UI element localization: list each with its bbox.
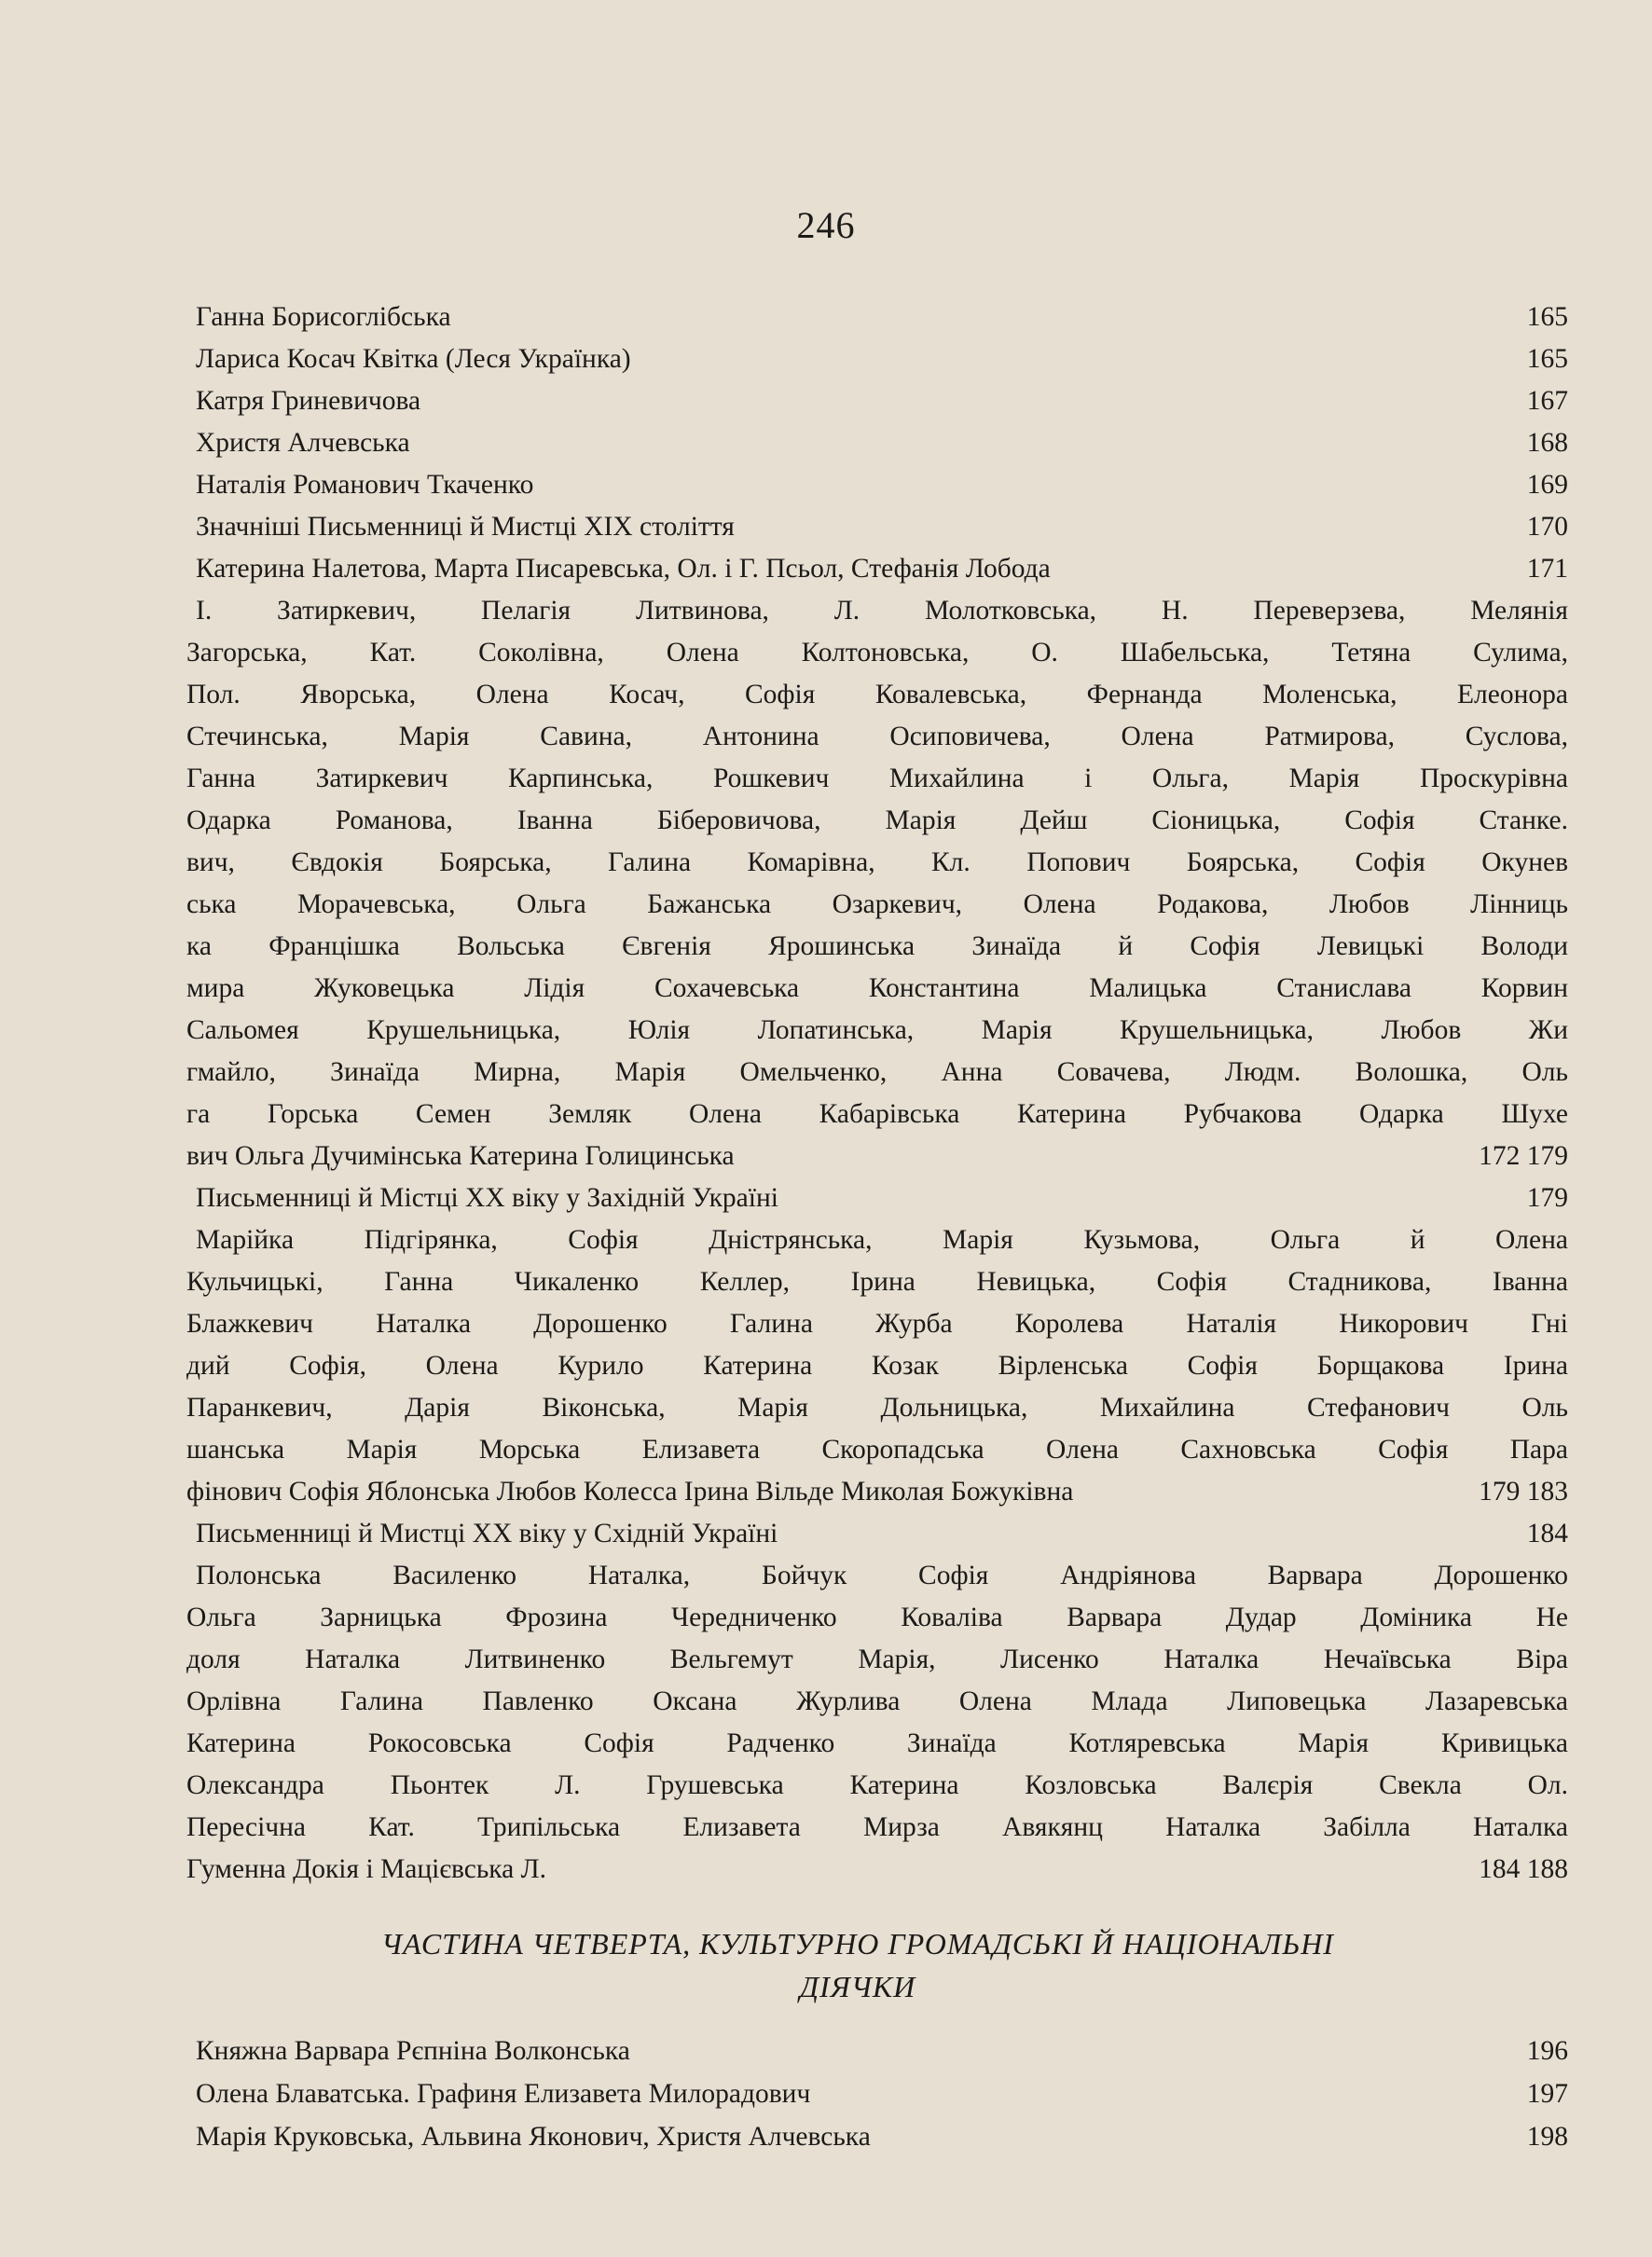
name-list-text: Пол. Яворська, Олена Косач, Софія Ковалевська, Фернанда Моленська, Елеонора: [186, 680, 1568, 709]
name-list-text: ська Морачевська, Ольга Бажанська Озаркевич, Олена Родакова, Любов Лінниць: [186, 889, 1568, 919]
name-list-text: Полонська Василенко Наталка, Бойчук Софія Андріянова Варвара Дорошенко: [196, 1561, 1568, 1590]
name-list-line: [186, 800, 1568, 842]
toc-entry-title: Значніші Письменниці й Мистці XIX століття: [196, 512, 735, 542]
toc-entry-page: 179: [1526, 1183, 1568, 1213]
name-list-line: [186, 1094, 1568, 1135]
toc-entry: [196, 2073, 1568, 2116]
page-number: 246: [796, 204, 856, 246]
toc-entry: [186, 506, 1568, 548]
name-list-text: Ганна Затиркевич Карпинська, Рошкевич Михайлина і Ольга, Марія Проскурівна: [186, 764, 1568, 793]
name-list-line: [186, 1052, 1568, 1094]
toc-section: [186, 1177, 1568, 1219]
name-list-text: Блажкевич Наталка Дорошенко Галина Журба Королева Наталія Никорович Гні: [186, 1309, 1568, 1339]
name-list-line: [186, 1639, 1568, 1681]
name-list-line: [186, 716, 1568, 758]
name-list-text: Кульчицькі, Ганна Чикаленко Келлер, Ірина Невицька, Софія Стадникова, Іванна: [186, 1267, 1568, 1297]
name-list-text: Паранкевич, Дарія Віконська, Марія Дольницька, Михайлина Стефанович Оль: [186, 1393, 1568, 1423]
toc-entry: [186, 464, 1568, 506]
name-list-line: [186, 1765, 1568, 1807]
name-list-line: [186, 842, 1568, 884]
name-list-line: [186, 1681, 1568, 1723]
part-four-heading-line1: ЧАСТИНА ЧЕТВЕРТА, КУЛЬТУРНО ГРОМАДСЬКІ Й НАЦІОНАЛЬНІ: [381, 1927, 1334, 1961]
name-list-text: мира Жуковецька Лідія Сохачевська Константина Малицька Станислава Корвин: [186, 973, 1568, 1003]
toc-entry-title: Катерина Налетова, Марта Писаревська, Ол. і Г. Псьол, Стефанія Лобода: [196, 554, 1051, 584]
toc-section: [186, 1513, 1568, 1555]
toc-entry-title: Христя Алчевська: [196, 428, 410, 458]
toc-entry-page: 165: [1526, 344, 1568, 374]
name-list-text: фінович Софія Яблонська Любов Колесса Ірина Вільде Миколая Божуківна: [186, 1477, 1074, 1507]
name-list-text: гмайло, Зинаїда Мирна, Марія Омельченко, Анна Совачева, Людм. Волошка, Оль: [186, 1057, 1568, 1087]
name-list-text: Ольга Зарницька Фрозина Чередниченко Коваліва Варвара Дудар Доміника Не: [186, 1603, 1568, 1632]
name-list-text: Стечинська, Марія Савина, Антонина Осиповичева, Олена Ратмирова, Суслова,: [186, 722, 1568, 751]
name-list-line: [186, 1135, 1568, 1177]
toc-entry-page-range: 172 179: [1479, 1141, 1568, 1171]
part-four-heading-line2: ДІЯЧКИ: [799, 1970, 916, 2003]
name-list-line: [186, 1345, 1568, 1387]
name-list-line: [186, 926, 1568, 968]
name-list-line: [186, 1723, 1568, 1765]
toc-entry: [186, 548, 1568, 590]
name-list-text: Олександра Пьонтек Л. Грушевська Катерина Козловська Валєрія Свекла Ол.: [186, 1770, 1568, 1800]
name-list-text: Гуменна Докія і Мацієвська Л.: [186, 1854, 547, 1884]
toc-entry: [196, 2030, 1568, 2073]
name-list-line: [186, 1807, 1568, 1849]
name-list-line: [186, 884, 1568, 926]
toc-entry-title: Катря Гриневичова: [196, 386, 421, 416]
toc-entry: [196, 2116, 1568, 2159]
name-list-text: Катерина Рокосовська Софія Радченко Зинаїда Котляревська Марія Кривицька: [186, 1728, 1568, 1758]
name-list-line: [186, 1261, 1568, 1303]
toc-entry-title: Лариса Косач Квітка (Леся Українка): [196, 344, 631, 374]
part-four-entries: [196, 2030, 1568, 2159]
toc-entry-page: 168: [1526, 428, 1568, 458]
toc-entry-page: 196: [1526, 2036, 1568, 2066]
part-four-heading: [196, 1922, 1520, 2008]
name-list-text: Сальомея Крушельницька, Юлія Лопатинська, Марія Крушельницька, Любов Жи: [186, 1015, 1568, 1045]
name-list-text: вич Ольга Дучимінська Катерина Голицинська: [186, 1141, 735, 1171]
name-list-text: вич, Євдокія Боярська, Галина Комарівна, Кл. Попович Боярська, Софія Окунев: [186, 847, 1568, 877]
toc-entry-page: 170: [1526, 512, 1568, 542]
toc-entry-title: Ганна Борисоглібська: [196, 302, 451, 332]
toc-entry: [186, 296, 1568, 338]
name-list-text: дий Софія, Олена Курило Катерина Козак Вірленська Софія Борщакова Ірина: [186, 1351, 1568, 1381]
toc-entry-page-range: 179 183: [1479, 1477, 1568, 1507]
toc-section-title: Письменниці й Містці XX віку у Західній Україні: [196, 1183, 778, 1213]
name-list-line: [186, 1010, 1568, 1052]
toc-entry-page: 198: [1526, 2122, 1568, 2152]
name-list-text: Марійка Підгірянка, Софія Дністрянська, Марія Кузьмова, Ольга й Олена: [196, 1225, 1568, 1255]
toc-entry-page: 171: [1526, 554, 1568, 584]
name-list-text: шанська Марія Морська Елизавета Скоропадська Олена Сахновська Софія Пара: [186, 1435, 1568, 1465]
table-of-contents: [186, 296, 1568, 1891]
name-list-line: [186, 1597, 1568, 1639]
name-list-line: [186, 758, 1568, 800]
name-list-text: Загорська, Кат. Соколівна, Олена Колтоновська, О. Шабельська, Тетяна Сулима,: [186, 638, 1568, 667]
name-list-text: І. Затиркевич, Пелагія Литвинова, Л. Молотковська, Н. Переверзева, Мелянія: [196, 596, 1568, 626]
toc-entry-title: Наталія Романович Ткаченко: [196, 470, 534, 500]
name-list-line: [186, 1303, 1568, 1345]
name-list-line: [186, 1429, 1568, 1471]
name-list-text: га Горська Семен Земляк Олена Кабарівська Катерина Рубчакова Одарка Шухе: [186, 1099, 1568, 1129]
toc-entry-page: 184: [1526, 1519, 1568, 1548]
name-list-text: ка Францішка Вольська Євгенія Ярошинська Зинаїда й Софія Левицькі Володи: [186, 931, 1568, 961]
name-list-line: [186, 1219, 1568, 1261]
name-list-line: [186, 1471, 1568, 1513]
name-list-line: [186, 968, 1568, 1010]
toc-entry-title: Олена Блаватська. Графиня Елизавета Милорадович: [196, 2079, 811, 2109]
name-list-line: [186, 674, 1568, 716]
toc-entry-title: Княжна Варвара Рєпніна Волконська: [196, 2036, 630, 2066]
name-list-line: [186, 632, 1568, 674]
toc-entry-page-range: 184 188: [1479, 1854, 1568, 1884]
toc-entry-page: 165: [1526, 302, 1568, 332]
name-list-text: Орлівна Галина Павленко Оксана Журлива Олена Млада Липовецька Лазаревська: [186, 1686, 1568, 1716]
toc-entry-page: 169: [1526, 470, 1568, 500]
toc-section-title: Письменниці й Мистці XX віку у Східній Україні: [196, 1519, 778, 1548]
toc-entry: [186, 422, 1568, 464]
name-list-text: доля Наталка Литвиненко Вельгемут Марія, Лисенко Наталка Нечаївська Віра: [186, 1645, 1568, 1674]
toc-entry: [186, 380, 1568, 422]
name-list-text: Пересічна Кат. Трипільська Елизавета Мирза Авякянц Наталка Забілла Наталка: [186, 1812, 1568, 1842]
name-list-text: Одарка Романова, Іванна Біберовичова, Марія Дейш Сіоницька, Софія Станке.: [186, 805, 1568, 835]
name-list-line: [186, 1849, 1568, 1891]
toc-entry: [186, 338, 1568, 380]
name-list-line: [186, 590, 1568, 632]
name-list-line: [186, 1387, 1568, 1429]
toc-entry-title: Марія Круковська, Альвина Яконович, Христя Алчевська: [196, 2122, 871, 2152]
name-list-line: [186, 1555, 1568, 1597]
toc-entry-page: 167: [1526, 386, 1568, 416]
toc-entry-page: 197: [1526, 2079, 1568, 2109]
